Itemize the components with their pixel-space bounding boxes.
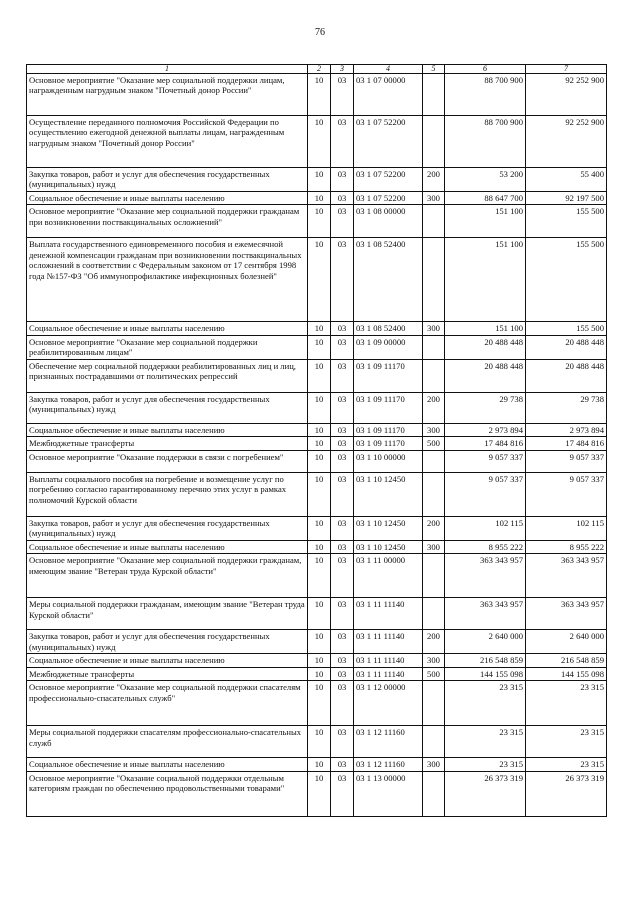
- column-number: 1: [27, 65, 308, 74]
- section-code: 10: [308, 516, 331, 540]
- amount-year-2: 23 315: [526, 726, 607, 758]
- table-row: [27, 168, 607, 192]
- section-code: 10: [308, 322, 331, 335]
- target-article-code: 03 1 11 00000: [354, 554, 423, 598]
- amount-year-1: 151 100: [445, 238, 526, 322]
- amount-year-1: 144 155 098: [445, 667, 526, 680]
- section-code: 10: [308, 335, 331, 359]
- target-article-code: 03 1 11 11140: [354, 654, 423, 667]
- expense-type-code: 200: [423, 630, 445, 654]
- subsection-code: 03: [331, 191, 354, 204]
- amount-year-1: 2 973 894: [445, 423, 526, 436]
- expense-type-code: [423, 335, 445, 359]
- expense-type-code: 200: [423, 168, 445, 192]
- amount-year-1: 23 315: [445, 758, 526, 771]
- table-row: [27, 771, 607, 816]
- subsection-code: 03: [331, 322, 354, 335]
- amount-year-2: 26 373 319: [526, 771, 607, 816]
- section-code: 10: [308, 554, 331, 598]
- table-row: [27, 437, 607, 450]
- amount-year-1: 23 315: [445, 726, 526, 758]
- target-article-code: 03 1 07 00000: [354, 74, 423, 116]
- row-name: Основное мероприятие "Оказание мер социальной поддержки гражданам при возникновении поствакцинальных осложнений": [27, 205, 308, 238]
- target-article-code: 03 1 12 00000: [354, 681, 423, 726]
- section-code: 10: [308, 116, 331, 168]
- row-name: Выплата государственного единовременного пособия и ежемесячной денежной компенсации гражданам при возникновении поствакцинальных осложнений в соответствии с Федеральным законом от 17 сентября 1998 года №157-ФЗ "Об иммунопрофилактике инфекционных болезней": [27, 238, 308, 322]
- table-row: [27, 758, 607, 771]
- section-code: 10: [308, 667, 331, 680]
- section-code: 10: [308, 359, 331, 392]
- subsection-code: 03: [331, 392, 354, 423]
- amount-year-2: 155 500: [526, 205, 607, 238]
- row-name: Социальное обеспечение и иные выплаты населению: [27, 758, 308, 771]
- table-row: [27, 598, 607, 630]
- subsection-code: 03: [331, 726, 354, 758]
- amount-year-2: 363 343 957: [526, 554, 607, 598]
- amount-year-1: 88 647 700: [445, 191, 526, 204]
- section-code: 10: [308, 540, 331, 553]
- amount-year-1: 9 057 337: [445, 472, 526, 516]
- amount-year-2: 92 252 900: [526, 116, 607, 168]
- table-row: [27, 726, 607, 758]
- amount-year-2: 216 548 859: [526, 654, 607, 667]
- amount-year-2: 2 640 000: [526, 630, 607, 654]
- table-row: [27, 630, 607, 654]
- amount-year-1: 20 488 448: [445, 359, 526, 392]
- table-row: [27, 392, 607, 423]
- subsection-code: 03: [331, 598, 354, 630]
- row-name: Осуществление переданного полномочия Российской Федерации по осуществлению ежегодной денежной выплаты лицам, награжденным нагрудным знаком "Почетный донор России": [27, 116, 308, 168]
- table-row: [27, 654, 607, 667]
- subsection-code: 03: [331, 335, 354, 359]
- table-row: [27, 335, 607, 359]
- target-article-code: 03 1 10 12450: [354, 516, 423, 540]
- amount-year-1: 216 548 859: [445, 654, 526, 667]
- section-code: 10: [308, 437, 331, 450]
- column-number-row: [27, 65, 607, 74]
- expense-type-code: 300: [423, 423, 445, 436]
- page-number: 76: [315, 27, 325, 38]
- expense-type-code: 200: [423, 516, 445, 540]
- expense-type-code: [423, 598, 445, 630]
- column-number: 5: [423, 65, 445, 74]
- row-name: Межбюджетные трансферты: [27, 437, 308, 450]
- subsection-code: 03: [331, 630, 354, 654]
- amount-year-1: 53 200: [445, 168, 526, 192]
- expense-type-code: [423, 771, 445, 816]
- section-code: 10: [308, 681, 331, 726]
- subsection-code: 03: [331, 758, 354, 771]
- target-article-code: 03 1 08 00000: [354, 205, 423, 238]
- section-code: 10: [308, 771, 331, 816]
- row-name: Основное мероприятие "Оказание мер социальной поддержки спасателям профессионально-спасательных служб": [27, 681, 308, 726]
- section-code: 10: [308, 758, 331, 771]
- target-article-code: 03 1 07 52200: [354, 191, 423, 204]
- expense-type-code: [423, 238, 445, 322]
- row-name: Основное мероприятие "Оказание мер социальной поддержки гражданам, имеющим звание "Ветеран труда Курской области": [27, 554, 308, 598]
- subsection-code: 03: [331, 437, 354, 450]
- column-number: 2: [308, 65, 331, 74]
- target-article-code: 03 1 11 11140: [354, 598, 423, 630]
- amount-year-2: 102 115: [526, 516, 607, 540]
- expense-type-code: [423, 359, 445, 392]
- row-name: Основное мероприятие "Оказание поддержки в связи с погребением": [27, 450, 308, 472]
- row-name: Основное мероприятие "Оказание мер социальной поддержки лицам, награжденным нагрудным знаком "Почетный донор России": [27, 74, 308, 116]
- subsection-code: 03: [331, 654, 354, 667]
- table-row: [27, 667, 607, 680]
- row-name: Социальное обеспечение и иные выплаты населению: [27, 191, 308, 204]
- amount-year-2: 20 488 448: [526, 359, 607, 392]
- table-row: [27, 238, 607, 322]
- amount-year-1: 88 700 900: [445, 74, 526, 116]
- row-name: Основное мероприятие "Оказание социальной поддержки отдельным категориям граждан по обеспечению продовольственными товарами": [27, 771, 308, 816]
- expense-type-code: 500: [423, 667, 445, 680]
- table-row: [27, 322, 607, 335]
- table-row: [27, 74, 607, 116]
- amount-year-1: 151 100: [445, 205, 526, 238]
- target-article-code: 03 1 08 52400: [354, 238, 423, 322]
- row-name: Основное мероприятие "Оказание мер социальной поддержки реабилитированным лицам": [27, 335, 308, 359]
- table-row: [27, 554, 607, 598]
- table-row: [27, 359, 607, 392]
- section-code: 10: [308, 423, 331, 436]
- table-row: [27, 540, 607, 553]
- row-name: Закупка товаров, работ и услуг для обеспечения государственных (муниципальных) нужд: [27, 630, 308, 654]
- amount-year-2: 8 955 222: [526, 540, 607, 553]
- row-name: Социальное обеспечение и иные выплаты населению: [27, 423, 308, 436]
- amount-year-2: 9 057 337: [526, 450, 607, 472]
- amount-year-2: 20 488 448: [526, 335, 607, 359]
- expense-type-code: [423, 205, 445, 238]
- row-name: Социальное обеспечение и иные выплаты населению: [27, 540, 308, 553]
- amount-year-1: 363 343 957: [445, 554, 526, 598]
- amount-year-1: 151 100: [445, 322, 526, 335]
- subsection-code: 03: [331, 472, 354, 516]
- target-article-code: 03 1 09 11170: [354, 423, 423, 436]
- target-article-code: 03 1 09 11170: [354, 359, 423, 392]
- section-code: 10: [308, 654, 331, 667]
- amount-year-1: 17 484 816: [445, 437, 526, 450]
- subsection-code: 03: [331, 540, 354, 553]
- subsection-code: 03: [331, 168, 354, 192]
- amount-year-2: 9 057 337: [526, 472, 607, 516]
- target-article-code: 03 1 11 11140: [354, 630, 423, 654]
- expense-type-code: [423, 472, 445, 516]
- row-name: Меры социальной поддержки гражданам, имеющим звание "Ветеран труда Курской области": [27, 598, 308, 630]
- row-name: Закупка товаров, работ и услуг для обеспечения государственных (муниципальных) нужд: [27, 516, 308, 540]
- budget-table: [26, 64, 607, 817]
- target-article-code: 03 1 09 11170: [354, 437, 423, 450]
- amount-year-2: 29 738: [526, 392, 607, 423]
- column-number: 7: [526, 65, 607, 74]
- section-code: 10: [308, 238, 331, 322]
- table-row: [27, 191, 607, 204]
- expense-type-code: 500: [423, 437, 445, 450]
- amount-year-1: 8 955 222: [445, 540, 526, 553]
- target-article-code: 03 1 10 00000: [354, 450, 423, 472]
- target-article-code: 03 1 13 00000: [354, 771, 423, 816]
- amount-year-2: 23 315: [526, 681, 607, 726]
- amount-year-1: 29 738: [445, 392, 526, 423]
- expense-type-code: 300: [423, 540, 445, 553]
- subsection-code: 03: [331, 450, 354, 472]
- amount-year-2: 23 315: [526, 758, 607, 771]
- amount-year-2: 92 197 500: [526, 191, 607, 204]
- target-article-code: 03 1 07 52200: [354, 116, 423, 168]
- amount-year-2: 144 155 098: [526, 667, 607, 680]
- column-number: 6: [445, 65, 526, 74]
- target-article-code: 03 1 09 11170: [354, 392, 423, 423]
- target-article-code: 03 1 09 00000: [354, 335, 423, 359]
- section-code: 10: [308, 450, 331, 472]
- amount-year-2: 17 484 816: [526, 437, 607, 450]
- target-article-code: 03 1 12 11160: [354, 726, 423, 758]
- section-code: 10: [308, 74, 331, 116]
- subsection-code: 03: [331, 238, 354, 322]
- amount-year-2: 363 343 957: [526, 598, 607, 630]
- row-name: Закупка товаров, работ и услуг для обеспечения государственных (муниципальных) нужд: [27, 392, 308, 423]
- table-row: [27, 116, 607, 168]
- amount-year-2: 155 500: [526, 322, 607, 335]
- subsection-code: 03: [331, 359, 354, 392]
- expense-type-code: [423, 726, 445, 758]
- expense-type-code: [423, 74, 445, 116]
- row-name: Обеспечение мер социальной поддержки реабилитированных лиц и лиц, признанных пострадавшими от политических репрессий: [27, 359, 308, 392]
- row-name: Межбюджетные трансферты: [27, 667, 308, 680]
- amount-year-2: 92 252 900: [526, 74, 607, 116]
- expense-type-code: 300: [423, 191, 445, 204]
- subsection-code: 03: [331, 667, 354, 680]
- column-number: 4: [354, 65, 423, 74]
- column-number: 3: [331, 65, 354, 74]
- subsection-code: 03: [331, 205, 354, 238]
- row-name: Социальное обеспечение и иные выплаты населению: [27, 322, 308, 335]
- subsection-code: 03: [331, 516, 354, 540]
- amount-year-1: 26 373 319: [445, 771, 526, 816]
- subsection-code: 03: [331, 74, 354, 116]
- amount-year-2: 155 500: [526, 238, 607, 322]
- section-code: 10: [308, 205, 331, 238]
- row-name: Закупка товаров, работ и услуг для обеспечения государственных (муниципальных) нужд: [27, 168, 308, 192]
- table-row: [27, 423, 607, 436]
- expense-type-code: 300: [423, 322, 445, 335]
- expense-type-code: [423, 450, 445, 472]
- expense-type-code: 300: [423, 758, 445, 771]
- section-code: 10: [308, 392, 331, 423]
- section-code: 10: [308, 598, 331, 630]
- amount-year-1: 23 315: [445, 681, 526, 726]
- expense-type-code: [423, 554, 445, 598]
- section-code: 10: [308, 472, 331, 516]
- target-article-code: 03 1 10 12450: [354, 540, 423, 553]
- target-article-code: 03 1 11 11140: [354, 667, 423, 680]
- amount-year-1: 20 488 448: [445, 335, 526, 359]
- section-code: 10: [308, 630, 331, 654]
- expense-type-code: 200: [423, 392, 445, 423]
- table-row: [27, 472, 607, 516]
- amount-year-1: 88 700 900: [445, 116, 526, 168]
- amount-year-1: 363 343 957: [445, 598, 526, 630]
- row-name: Меры социальной поддержки спасателям профессионально-спасательных служб: [27, 726, 308, 758]
- subsection-code: 03: [331, 554, 354, 598]
- amount-year-1: 102 115: [445, 516, 526, 540]
- section-code: 10: [308, 726, 331, 758]
- subsection-code: 03: [331, 681, 354, 726]
- table-body: [27, 74, 607, 817]
- expense-type-code: 300: [423, 654, 445, 667]
- table-row: [27, 516, 607, 540]
- amount-year-1: 9 057 337: [445, 450, 526, 472]
- subsection-code: 03: [331, 423, 354, 436]
- row-name: Выплаты социального пособия на погребение и возмещение услуг по погребению согласно гарантированному перечню этих услуг в рамках полномочий Курской области: [27, 472, 308, 516]
- row-name: Социальное обеспечение и иные выплаты населению: [27, 654, 308, 667]
- section-code: 10: [308, 168, 331, 192]
- amount-year-2: 55 400: [526, 168, 607, 192]
- target-article-code: 03 1 08 52400: [354, 322, 423, 335]
- amount-year-2: 2 973 894: [526, 423, 607, 436]
- table-row: [27, 450, 607, 472]
- target-article-code: 03 1 12 11160: [354, 758, 423, 771]
- amount-year-1: 2 640 000: [445, 630, 526, 654]
- table-row: [27, 205, 607, 238]
- table-row: [27, 681, 607, 726]
- subsection-code: 03: [331, 771, 354, 816]
- target-article-code: 03 1 10 12450: [354, 472, 423, 516]
- expense-type-code: [423, 681, 445, 726]
- expense-type-code: [423, 116, 445, 168]
- section-code: 10: [308, 191, 331, 204]
- subsection-code: 03: [331, 116, 354, 168]
- target-article-code: 03 1 07 52200: [354, 168, 423, 192]
